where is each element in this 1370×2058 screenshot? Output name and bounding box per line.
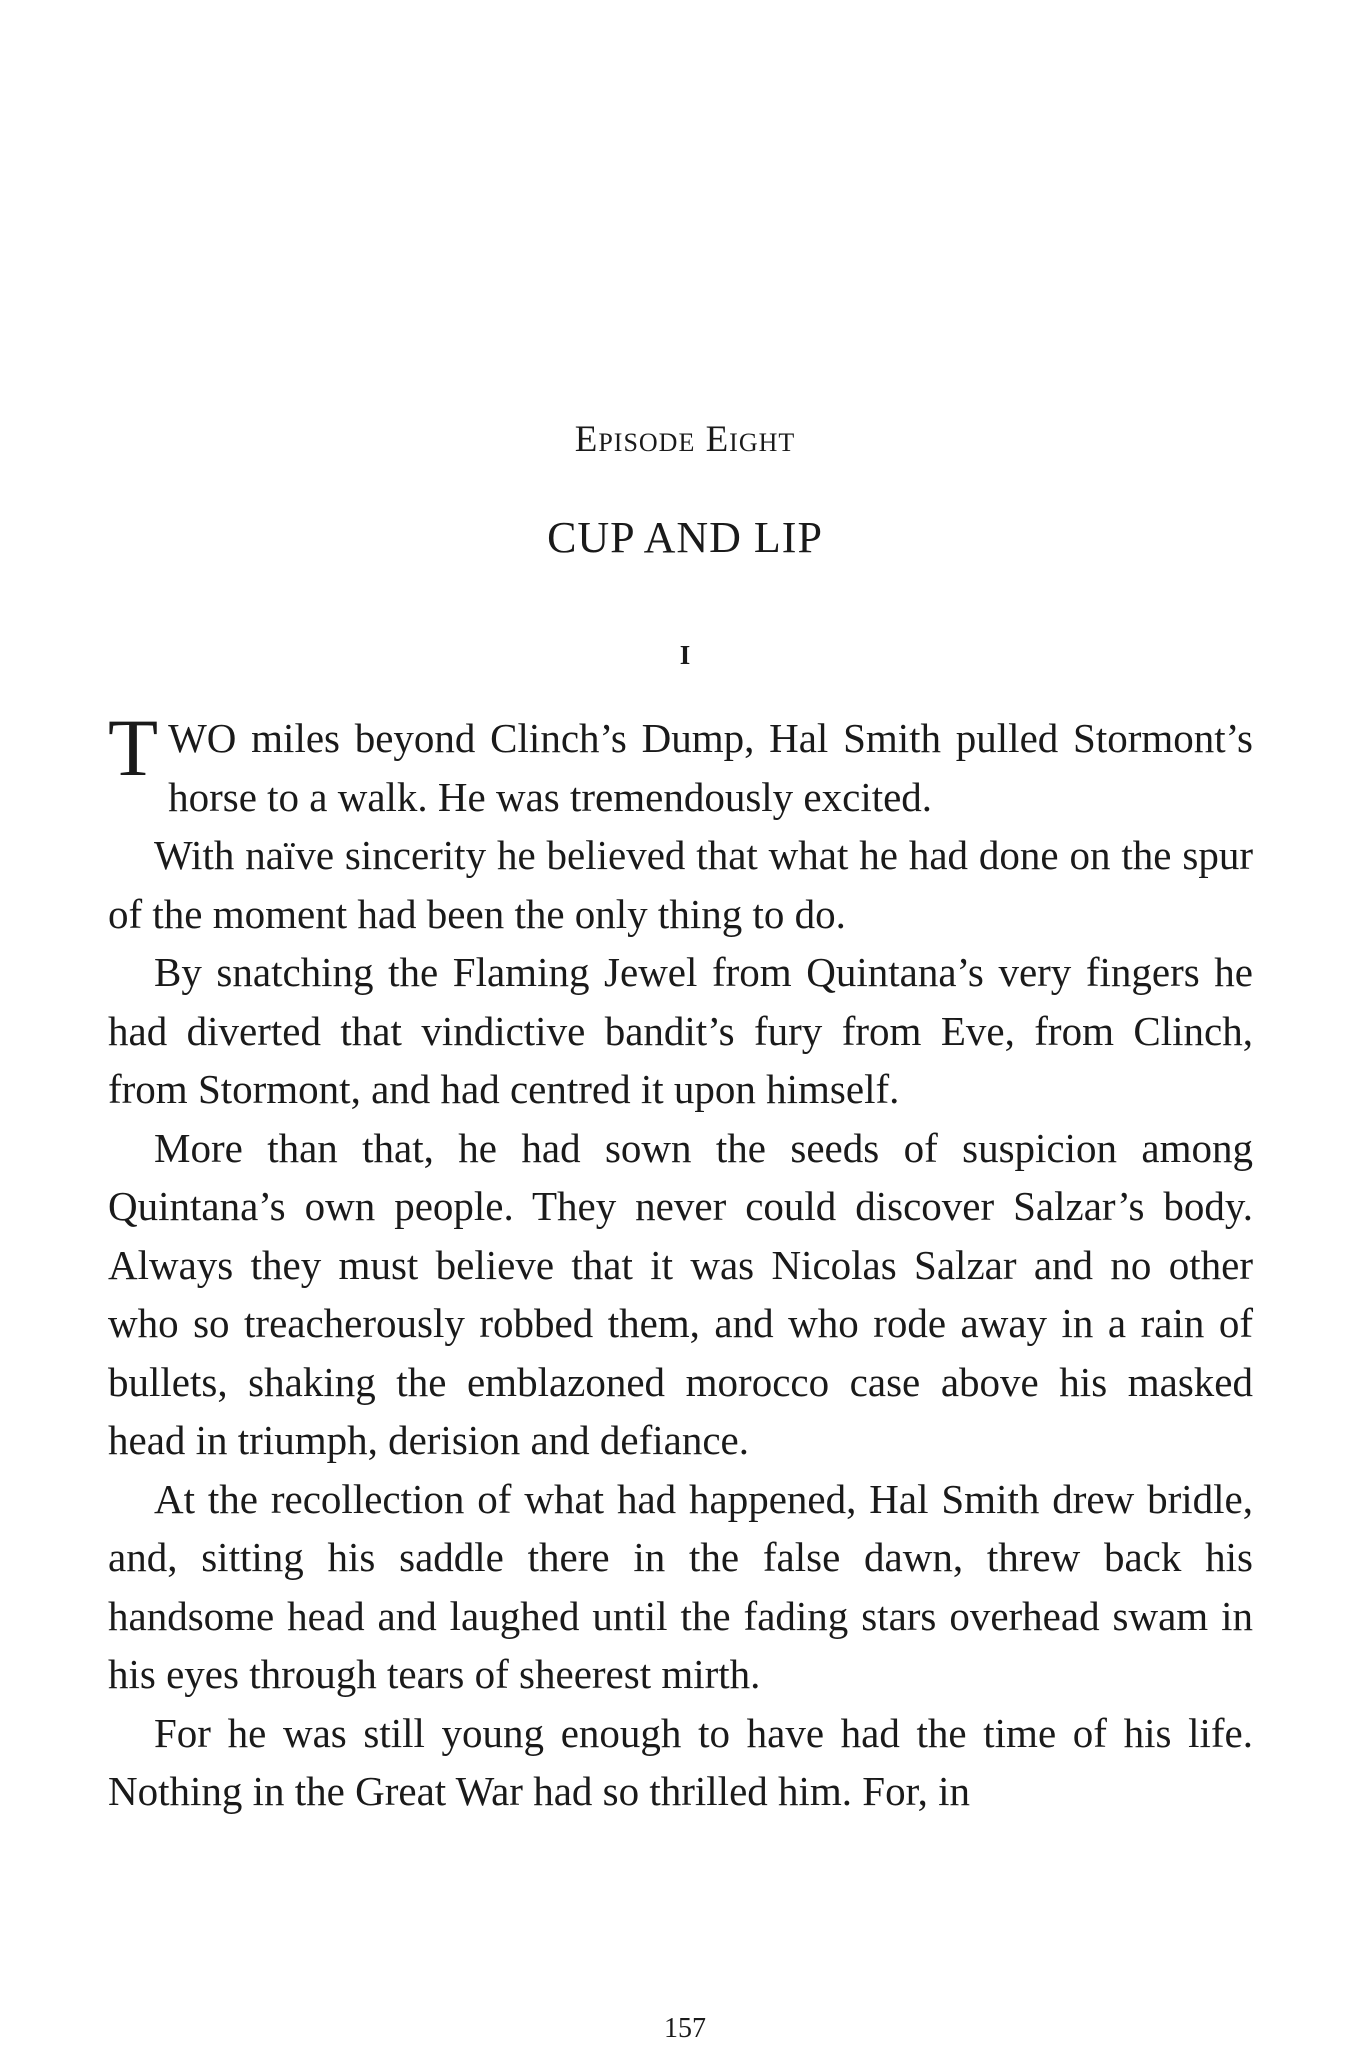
section-number: I	[679, 640, 691, 670]
paragraph-1-text: miles beyond Clinch’s Dump, Hal Smith pulled Stormont’s horse to a walk. He was tremendously excited.	[168, 715, 1253, 820]
body-text	[108, 702, 1253, 1821]
paragraph-2: With naïve sincerity he believed that what he had done on the spur of the moment had been the only thing to do.	[108, 832, 1253, 937]
episode-heading: Episode Eight	[574, 419, 796, 460]
drop-cap: T	[108, 702, 159, 793]
paragraph-3: By snatching the Flaming Jewel from Quintana’s very fingers he had diverted that vindictive bandit’s fury from Eve, from Clinch, from Stormont, and had centred it upon himself.	[108, 949, 1253, 1112]
paragraph-1	[108, 702, 1253, 826]
paragraph-4: More than that, he had sown the seeds of suspicion among Quintana’s own people. They never could discover Salzar’s body. Always they must believe that it was Nicolas Salzar and no other who so treacherously robbed them, and who rode away in a rain of bullets, shaking the emblazoned morocco case above his masked head in triumph, derision and defiance.	[108, 1124, 1253, 1463]
paragraph-6: For he was still young enough to have had the time of his life. Nothing in the Great War had so thrilled him. For, in	[108, 1709, 1253, 1814]
paragraph-5: At the recollection of what had happened, Hal Smith drew bridle, and, sitting his saddle there in the false dawn, threw back his handsome head and laughed until the fading stars overhead swam in his eyes through tears of sheerest mirth.	[108, 1475, 1253, 1697]
chapter-title: CUP AND LIP	[547, 513, 823, 562]
opening-caps: WO	[168, 715, 237, 761]
page-number: 157	[664, 2013, 706, 2044]
